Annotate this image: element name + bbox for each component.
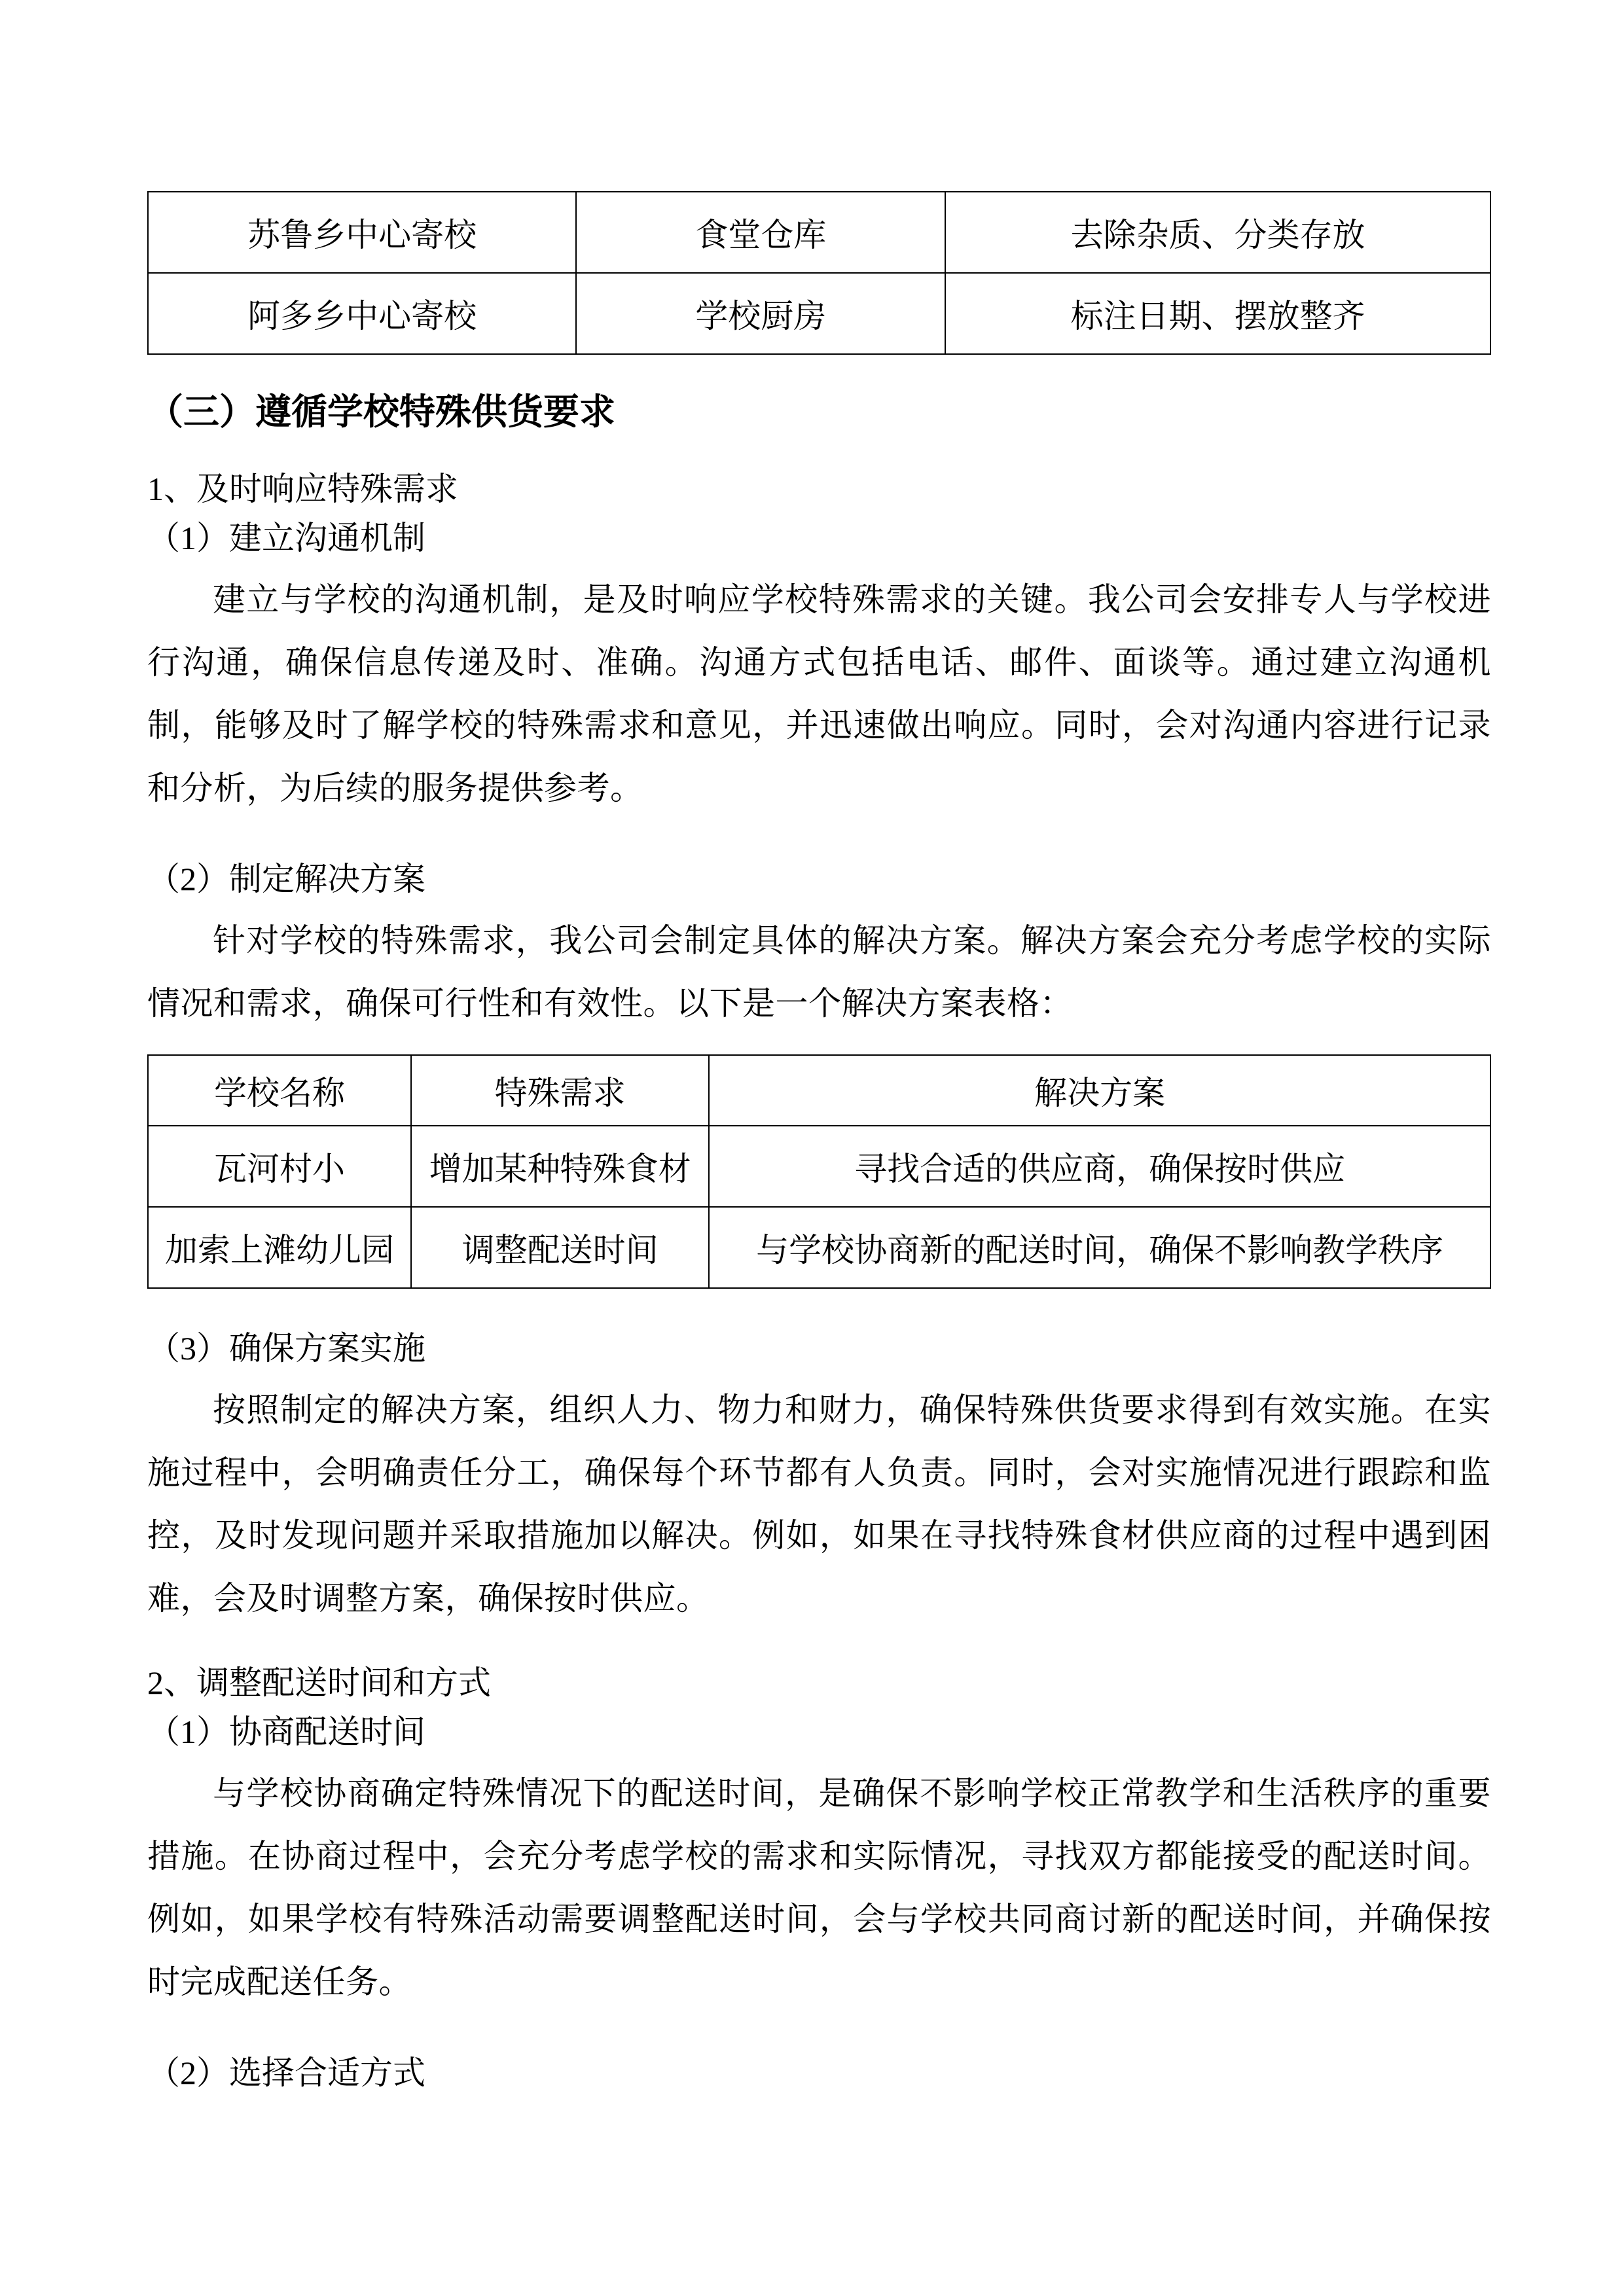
subsection-1-title: 1、及时响应特殊需求	[147, 471, 458, 507]
solution-table	[147, 1054, 1491, 1289]
special-need-cell: 增加某种特殊食材	[411, 1126, 709, 1207]
item-1-1-body: 建立与学校的沟通机制，是及时响应学校特殊需求的关键。我公司会安排专人与学校进行沟通，确保信息传递及时、准确。沟通方式包括电话、邮件、面谈等。通过建立沟通机制，能够及时了解学校的特殊需求和意见，并迅速做出响应。同时，会对沟通内容进行记录和分析，为后续的服务提供参考。	[147, 581, 1491, 806]
section-heading: （三）遵循学校特殊供货要求	[147, 392, 616, 432]
header-school-name: 学校名称	[148, 1055, 411, 1126]
solution-cell: 寻找合适的供应商，确保按时供应	[709, 1126, 1490, 1207]
item-1-2-body: 针对学校的特殊需求，我公司会制定具体的解决方案。解决方案会充分考虑学校的实际情况和需求，确保可行性和有效性。以下是一个解决方案表格：	[147, 922, 1491, 1022]
storage-location-cell: 食堂仓库	[576, 192, 945, 273]
school-name-cell: 瓦河村小	[148, 1126, 411, 1207]
header-special-need: 特殊需求	[411, 1055, 709, 1126]
storage-requirements-table	[147, 191, 1491, 355]
table-row	[148, 192, 1490, 273]
item-2-1-body: 与学校协商确定特殊情况下的配送时间，是确保不影响学校正常教学和生活秩序的重要措施。在协商过程中，会充分考虑学校的需求和实际情况，寻找双方都能接受的配送时间。例如，如果学校有特殊活动需要调整配送时间，会与学校共同商讨新的配送时间，并确保按时完成配送任务。	[147, 1775, 1491, 2000]
header-solution: 解决方案	[709, 1055, 1490, 1126]
special-need-cell: 调整配送时间	[411, 1207, 709, 1288]
item-2-1-title: （1）协商配送时间	[147, 1713, 425, 1750]
item-1-3-title: （3）确保方案实施	[147, 1330, 425, 1367]
table-row	[148, 1207, 1490, 1288]
table-row	[148, 273, 1490, 354]
school-name-cell: 加索上滩幼儿园	[148, 1207, 411, 1288]
table-header-row	[148, 1055, 1490, 1126]
item-1-1-title: （1）建立沟通机制	[147, 520, 425, 556]
storage-location-cell: 学校厨房	[576, 273, 945, 354]
solution-cell: 与学校协商新的配送时间，确保不影响教学秩序	[709, 1207, 1490, 1288]
item-2-2-title: （2）选择合适方式	[147, 2054, 425, 2091]
table-row	[148, 1126, 1490, 1207]
school-name-cell: 阿多乡中心寄校	[148, 273, 576, 354]
item-1-3-body: 按照制定的解决方案，组织人力、物力和财力，确保特殊供货要求得到有效实施。在实施过程中，会明确责任分工，确保每个环节都有人负责。同时，会对实施情况进行跟踪和监控，及时发现问题并采取措施加以解决。例如，如果在寻找特殊食材供应商的过程中遇到困难，会及时调整方案，确保按时供应。	[147, 1391, 1491, 1617]
subsection-2-title: 2、调整配送时间和方式	[147, 1664, 491, 1701]
school-name-cell: 苏鲁乡中心寄校	[148, 192, 576, 273]
item-1-2-title: （2）制定解决方案	[147, 861, 425, 897]
storage-requirement-cell: 去除杂质、分类存放	[945, 192, 1490, 273]
storage-requirement-cell: 标注日期、摆放整齐	[945, 273, 1490, 354]
